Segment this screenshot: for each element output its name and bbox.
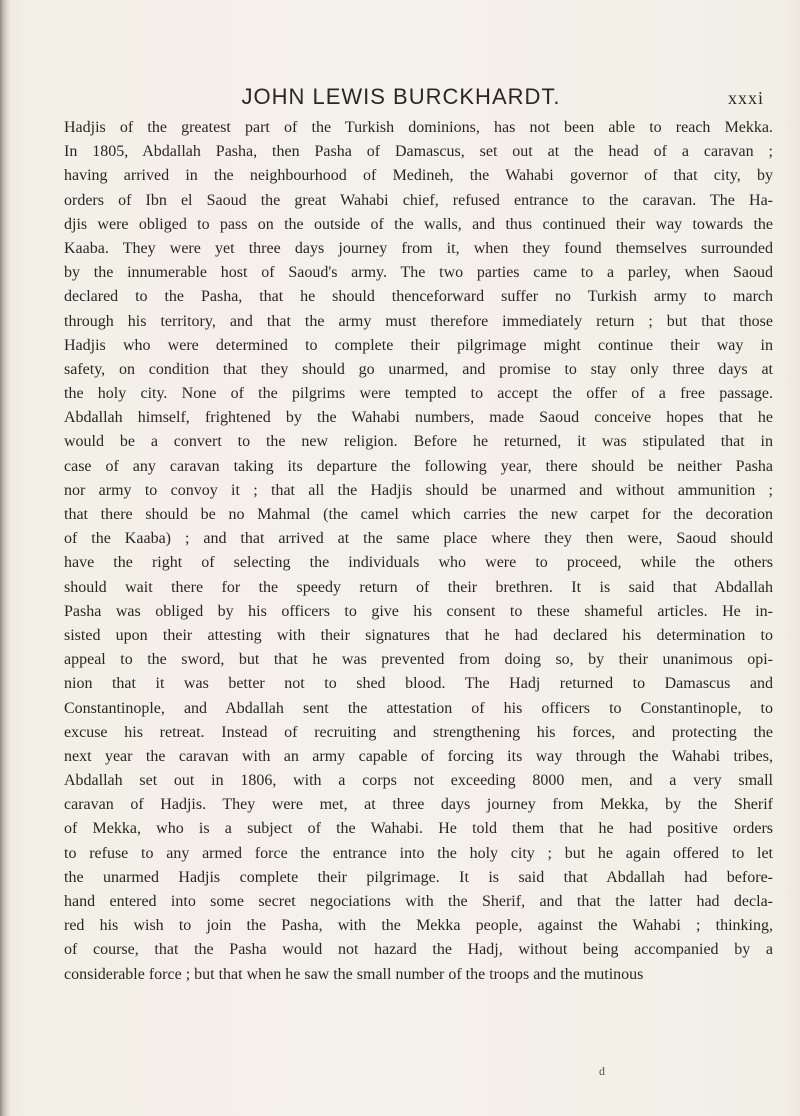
text-line: to refuse to any armed force the entrance into the holy city ; but he again offered to let — [64, 844, 773, 862]
text-line: appeal to the sword, but that he was prevented from doing so, by their unanimous opi- — [64, 651, 773, 669]
text-line: caravan of Hadjis. They were met, at three days journey from Mekka, by the Sherif — [64, 796, 773, 814]
text-line: sisted upon their attesting with their signatures that he had declared his determination to — [64, 626, 773, 644]
text-line: of course, that the Pasha would not hazard the Hadj, without being accompanied by a — [64, 941, 773, 959]
page-gutter-shadow — [0, 0, 10, 1116]
text-line: the unarmed Hadjis complete their pilgrimage. It is said that Abdallah had before- — [64, 868, 773, 886]
text-line: the holy city. None of the pilgrims were tempted to accept the offer of a free passage. — [64, 385, 773, 403]
text-line: through his territory, and that the army must therefore immediately return ; but that those — [64, 312, 773, 330]
text-line: orders of Ibn el Saoud the great Wahabi chief, refused entrance to the caravan. The Ha- — [64, 191, 773, 209]
text-line: should wait there for the speedy return of their brethren. It is said that Abdallah — [64, 578, 773, 596]
text-line: considerable force ; but that when he saw the small number of the troops and the mutinous — [64, 965, 644, 983]
text-line: would be a convert to the new religion. Before he returned, it was stipulated that in — [64, 433, 773, 451]
text-line: safety, on condition that they should go unarmed, and promise to stay only three days at — [64, 360, 773, 378]
text-line: Kaaba. They were yet three days journey from it, when they found themselves surrounded — [64, 239, 773, 257]
running-title: JOHN LEWIS BURCKHARDT. — [241, 84, 561, 109]
text-line: Pasha was obliged by his officers to give his consent to these shameful articles. He in- — [64, 602, 773, 620]
signature-mark: d — [599, 1064, 605, 1078]
text-line: djis were obliged to pass on the outside of the walls, and thus continued their way towards the — [64, 215, 773, 233]
text-line: Hadjis of the greatest part of the Turkish dominions, has not been able to reach Mekka. — [64, 119, 773, 136]
text-line: of Mekka, who is a subject of the Wahabi. He told them that he had positive orders — [64, 820, 773, 838]
body-text — [64, 116, 773, 987]
text-line: of the Kaaba) ; and that arrived at the same place where they then were, Saoud should — [64, 530, 773, 548]
running-head — [0, 84, 800, 114]
text-line: nor army to convoy it ; that all the Hadjis should be unarmed and without ammunition ; — [64, 481, 773, 499]
text-line: Hadjis who were determined to complete their pilgrimage might continue their way in — [64, 336, 773, 354]
text-line: case of any caravan taking its departure the following year, there should be neither Pasha — [64, 457, 773, 475]
text-line: nion that it was better not to shed blood. The Hadj returned to Damascus and — [64, 675, 773, 693]
text-line: that there should be no Mahmal (the camel which carries the new carpet for the decoration — [64, 506, 773, 523]
text-line: have the right of selecting the individuals who were to proceed, while the others — [64, 554, 773, 572]
text-line: next year the caravan with an army capable of forcing its way through the Wahabi tribes, — [64, 747, 773, 765]
text-line: excuse his retreat. Instead of recruiting and strengthening his forces, and protecting the — [64, 723, 773, 741]
text-line: Abdallah himself, frightened by the Wahabi numbers, made Saoud conceive hopes that he — [64, 409, 773, 427]
text-line: red his wish to join the Pasha, with the Mekka people, against the Wahabi ; thinking, — [64, 917, 773, 935]
text-line: declared to the Pasha, that he should thenceforward suffer no Turkish army to march — [64, 288, 773, 306]
text-line: Constantinople, and Abdallah sent the attestation of his officers to Constantinople, to — [64, 699, 773, 717]
page-number: xxxi — [727, 88, 764, 108]
text-line: hand entered into some secret negociations with the Sherif, and that the latter had decla- — [64, 893, 773, 910]
text-line: Abdallah set out in 1806, with a corps not exceeding 8000 men, and a very small — [64, 772, 773, 790]
text-line: by the innumerable host of Saoud's army. The two parties came to a parley, when Saoud — [64, 264, 773, 282]
text-line: having arrived in the neighbourhood of Medineh, the Wahabi governor of that city, by — [64, 167, 773, 185]
text-line: In 1805, Abdallah Pasha, then Pasha of Damascus, set out at the head of a caravan ; — [64, 143, 773, 161]
